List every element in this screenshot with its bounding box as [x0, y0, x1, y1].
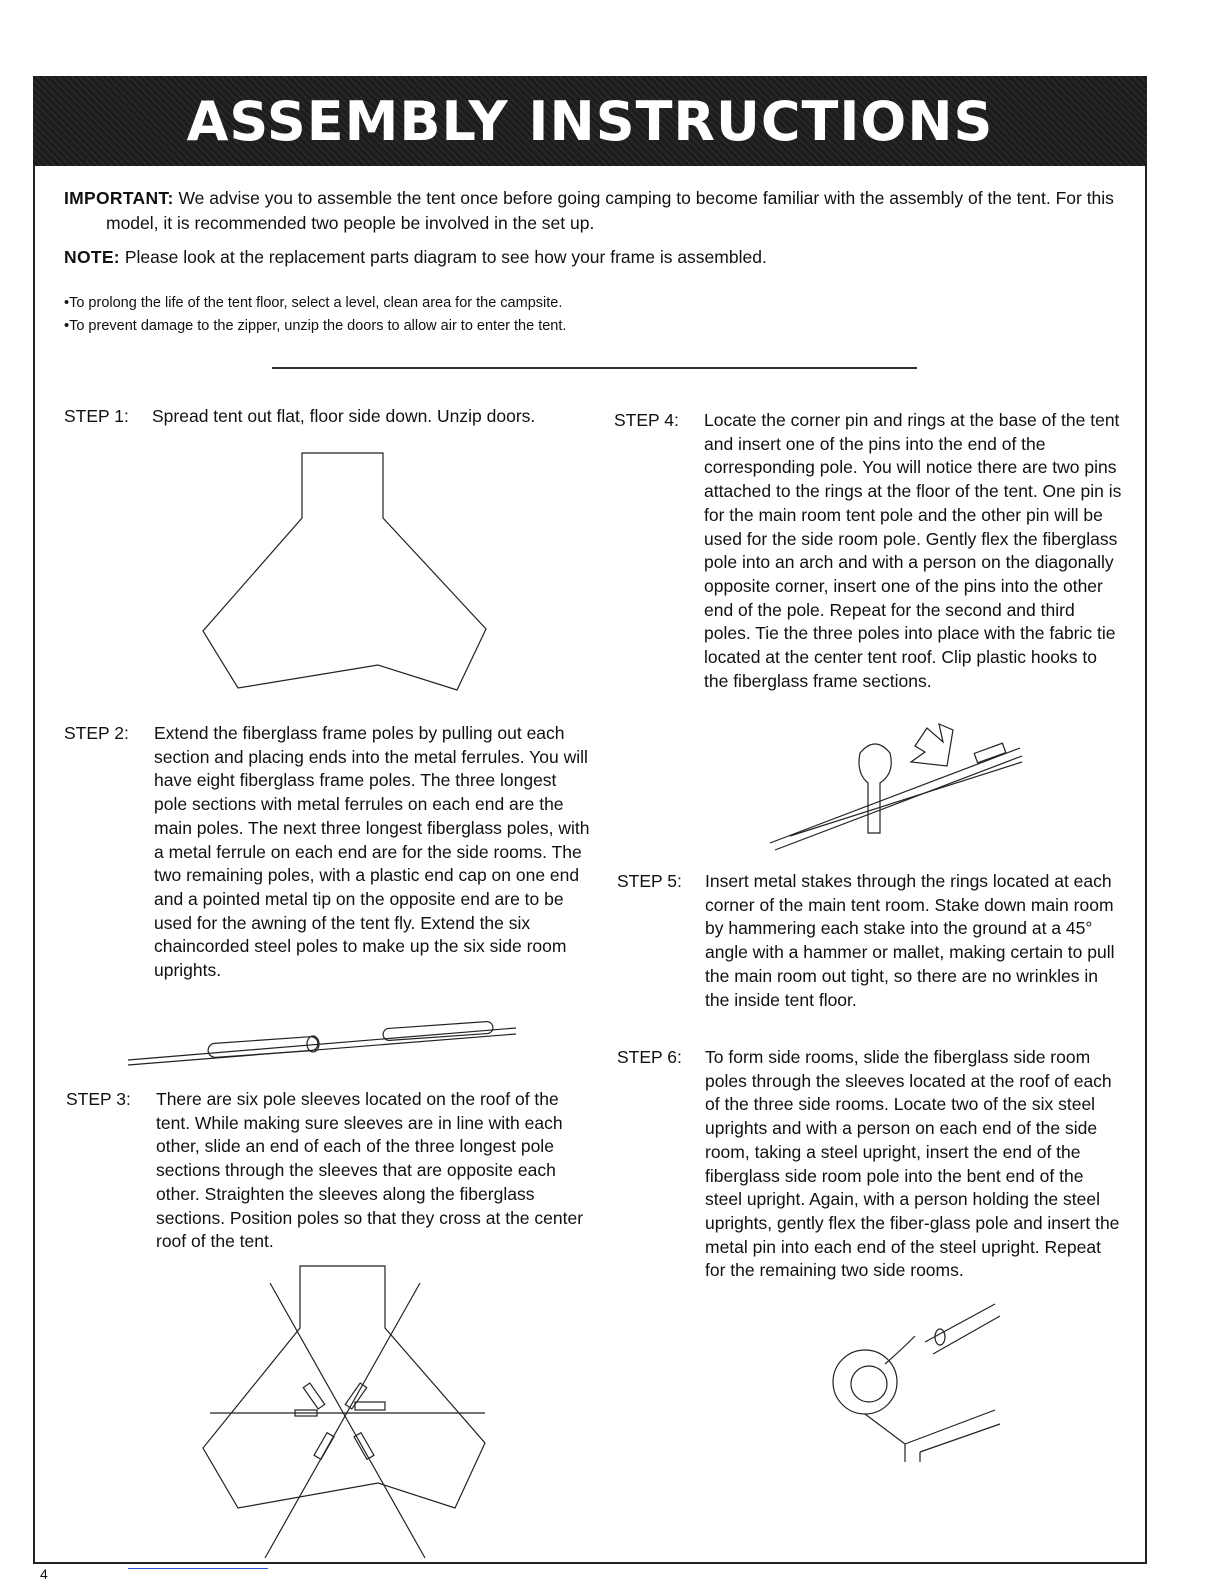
tip-item: • To prolong the life of the tent floor, select a level, clean area for the campsite.	[64, 292, 566, 315]
step-text: Insert metal stakes through the rings located at each corner of the main tent room. Stake down main room by hammering each stake into the ground at a 45° angle with a hammer or mallet, making certain to pull the main room out tight, so there are no wrinkles in the inside tent floor.	[705, 871, 1115, 1010]
title-banner	[33, 76, 1147, 166]
pole-ferrule-diagram	[128, 1010, 518, 1070]
step-label: STEP 5:	[617, 871, 682, 891]
footer-line	[128, 1568, 268, 1569]
step-label: STEP 6:	[617, 1047, 682, 1067]
step-text: Spread tent out flat, floor side down. Unzip doors.	[152, 406, 536, 426]
tip-item: • To prevent damage to the zipper, unzip the doors to allow air to enter the tent.	[64, 315, 566, 338]
page-title: ASSEMBLY INSTRUCTIONS	[186, 90, 994, 153]
important-text: We advise you to assemble the tent once before going camping to become familiar with the assembly of the tent. For this model, it is recommended two people be involved in the set up.	[106, 188, 1114, 233]
step-text: Locate the corner pin and rings at the base of the tent and insert one of the pins into the end of the corresponding pole. You will notice there are two pins attached to the rings at the floor of the tent. One pin is for the main room tent pole and the other pin will be used for the side room pole. Gently flex the fiberglass pole into an arch and with a person on the diagonally opposite corner, insert one of the pins into the other end of the pole. Repeat for the second and third poles. Tie the three poles into place with the fabric tie located at the center tent roof. Clip plastic hooks to the fiberglass frame sections.	[704, 410, 1122, 691]
important-paragraph	[64, 186, 1124, 236]
step-label: STEP 1:	[64, 406, 129, 426]
note-paragraph	[64, 245, 1124, 270]
step-label: STEP 4:	[614, 410, 679, 430]
step-label: STEP 3:	[66, 1089, 131, 1109]
page-number: 4	[40, 1566, 48, 1582]
steel-upright-pin-diagram	[825, 1302, 1010, 1462]
tent-floor-diagram	[190, 445, 500, 700]
step-text: Extend the fiberglass frame poles by pulling out each section and placing ends into the metal ferrules. You will have eight fiberglass frame poles. The three longest pole sections with metal ferrules on each end are the main poles. The next three longest fiberglass poles, with a metal ferrule on each end are for the side rooms. The two remaining poles, with a plastic end cap on one end and a pointed metal tip on the opposite end are to be used for the awning of the tent fly. Extend the six chaincorded steel poles to make up the six side room uprights.	[154, 723, 590, 981]
step-text: To form side rooms, slide the fiberglass side room poles through the sleeves located at the roof of each of the three side rooms. Locate two of the six steel uprights and with a person on each end of the side room, taking a steel upright, insert the end of the fiberglass side room pole into the bent end of the steel upright. Again, with a person holding the steel uprights, gently flex the fiber-glass pole and insert the metal pin into each end of the steel upright. Repeat for the remaining two side rooms.	[705, 1047, 1120, 1281]
step-label: STEP 2:	[64, 723, 129, 743]
tips-list	[64, 292, 566, 338]
important-label: IMPORTANT:	[64, 188, 174, 208]
divider	[272, 367, 917, 369]
note-label: NOTE:	[64, 247, 120, 267]
tent-poles-crossed-diagram	[190, 1258, 500, 1563]
note-text: Please look at the replacement parts diagram to see how your frame is assembled.	[124, 247, 767, 267]
step-text: There are six pole sleeves located on the roof of the tent. While making sure sleeves are in line with each other, slide an end of each of the three longest pole sections through the sleeves that are opposite each other. Straighten the sleeves along the fiberglass sections. Position poles so that they cross at the center roof of the tent.	[156, 1089, 584, 1252]
intro-section	[64, 186, 1124, 270]
clip-hook-diagram	[760, 718, 1030, 858]
